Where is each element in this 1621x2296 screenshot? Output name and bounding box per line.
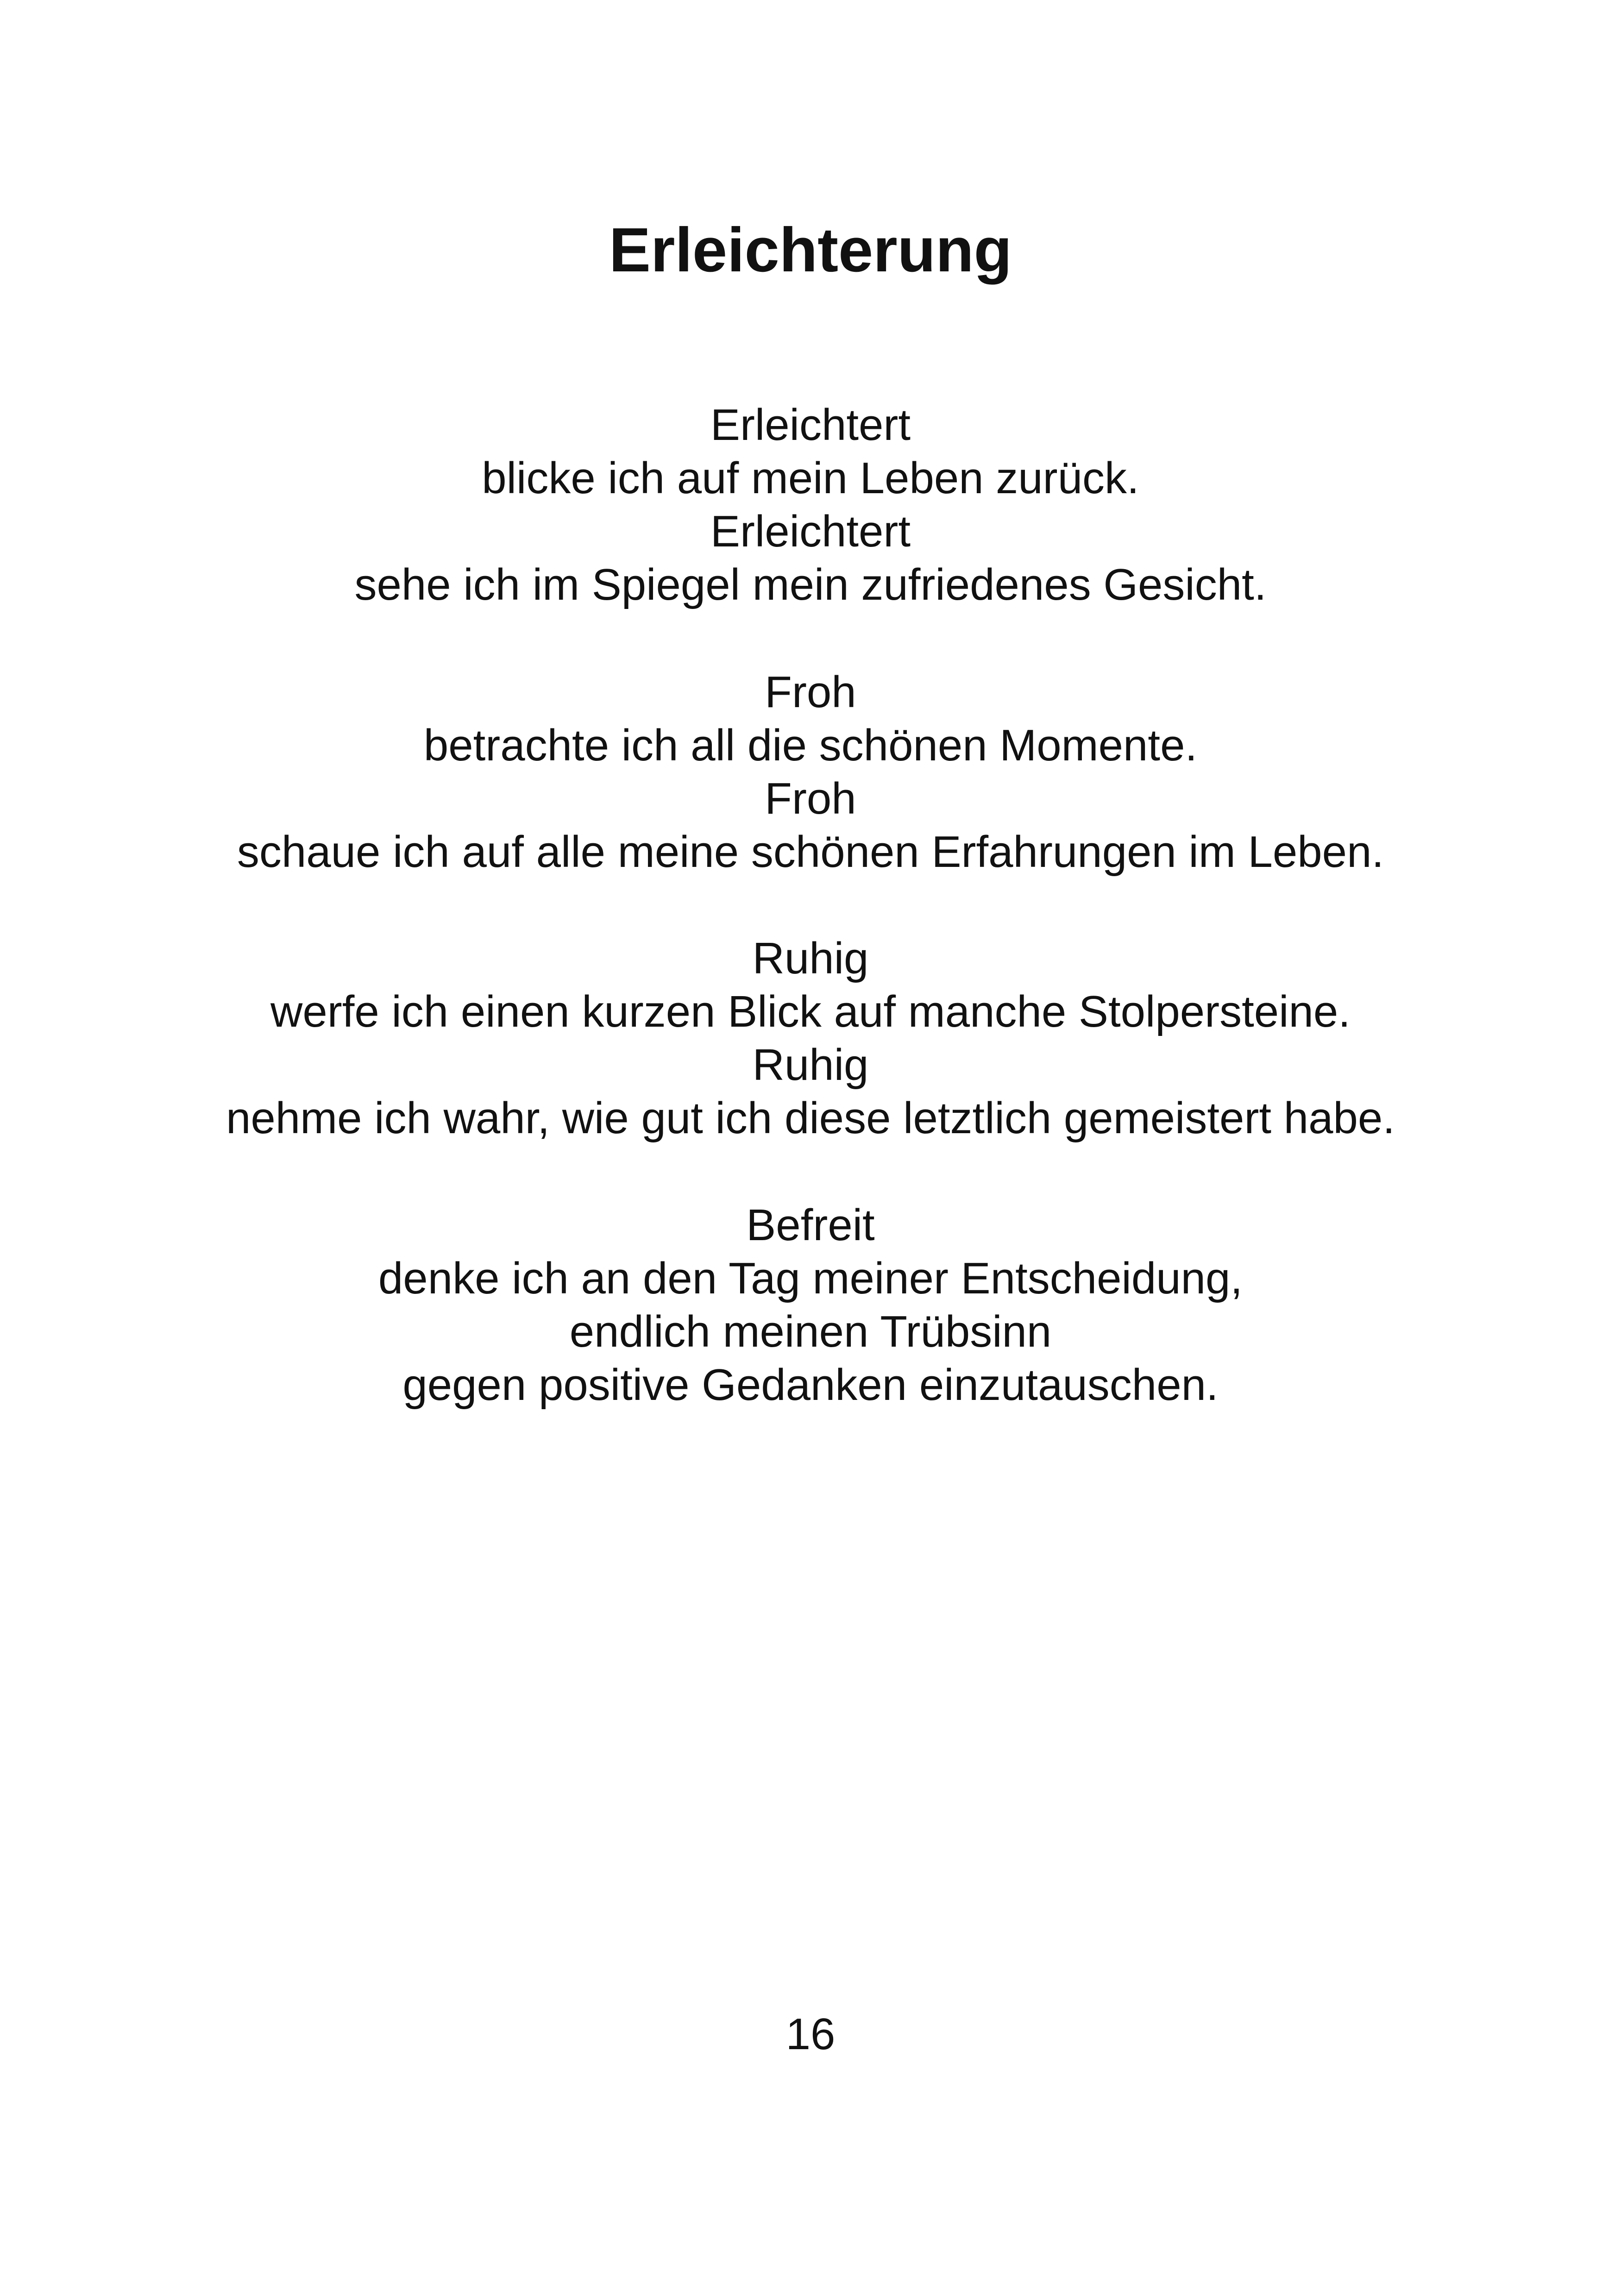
poem-line: Froh <box>765 667 856 717</box>
poem-line: sehe ich im Spiegel mein zufriedenes Gesicht. <box>354 560 1267 609</box>
poem-line: Erleichtert <box>710 507 911 556</box>
poem-line: Ruhig <box>752 934 869 983</box>
poem-line: blicke ich auf mein Leben zurück. <box>482 453 1139 503</box>
poem-line: nehme ich wahr, wie gut ich diese letztlich gemeistert habe. <box>226 1093 1395 1143</box>
poem-line: gegen positive Gedanken einzutauschen. <box>402 1360 1219 1410</box>
poem-line: Ruhig <box>752 1040 869 1090</box>
poem-line: werfe ich einen kurzen Blick auf manche Stolpersteine. <box>270 987 1351 1036</box>
poem-line: schaue ich auf alle meine schönen Erfahrungen im Leben. <box>237 827 1384 877</box>
stanza-2 <box>0 665 1621 878</box>
poem-line: Erleichtert <box>710 400 911 450</box>
stanza-1 <box>0 398 1621 611</box>
stanza-4 <box>0 1198 1621 1411</box>
stanza-3 <box>0 932 1621 1145</box>
poem-line: Befreit <box>746 1200 875 1250</box>
poem-line: Froh <box>765 774 856 823</box>
poem-line: betrachte ich all die schönen Momente. <box>423 721 1198 770</box>
page-number: 16 <box>785 2009 836 2059</box>
poem-line: endlich meinen Trübsinn <box>569 1307 1052 1356</box>
poem-line: denke ich an den Tag meiner Entscheidung, <box>378 1254 1243 1303</box>
poem-title: Erleichterung <box>609 215 1012 285</box>
